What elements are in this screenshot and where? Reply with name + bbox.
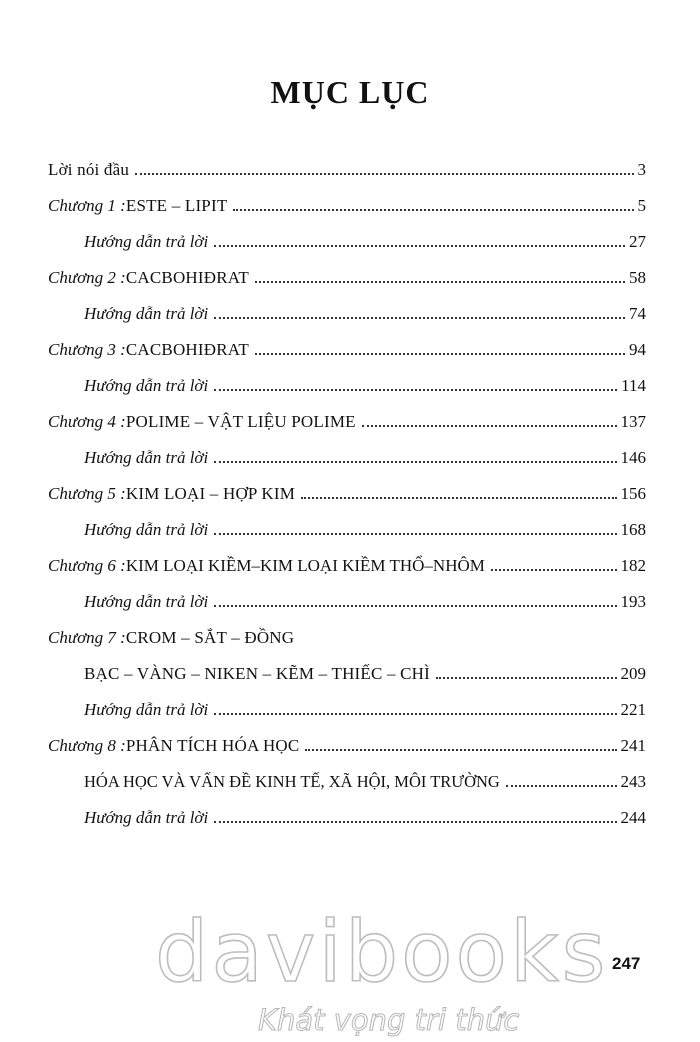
toc-entry[interactable] [48, 556, 646, 580]
toc-entry-title: POLIME – VẬT LIỆU POLIME [125, 412, 356, 431]
toc-entry-page: 3 [637, 160, 646, 179]
toc-entry-chapter: Chương 8 : [48, 736, 126, 755]
dot-leader [214, 821, 616, 823]
toc-entry-page: 114 [621, 376, 646, 395]
toc-entry-answers: Hướng dẫn trả lời [84, 304, 209, 323]
toc-entry-page: 137 [620, 412, 646, 431]
dot-leader [214, 317, 625, 319]
dot-leader [305, 749, 616, 751]
page-number: 247 [612, 954, 641, 973]
toc-entry-title: KIM LOẠI – HỢP KIM [125, 484, 296, 503]
toc-entry[interactable] [84, 808, 646, 832]
toc-entry-page: 244 [620, 808, 646, 827]
toc-entry[interactable] [48, 196, 646, 220]
toc-entry-page: 58 [629, 268, 646, 287]
toc-entry[interactable] [48, 484, 646, 508]
toc-entry-page: 221 [620, 700, 646, 719]
toc-entry-page: 5 [637, 196, 646, 215]
toc-entry[interactable] [84, 520, 646, 544]
toc-entry-answers: Hướng dẫn trả lời [84, 448, 209, 467]
toc-entry-page: 27 [629, 232, 646, 251]
toc-entry-answers: Hướng dẫn trả lời [84, 592, 209, 611]
toc-entry-page: 209 [620, 664, 646, 683]
toc-entry[interactable] [48, 268, 646, 292]
dot-leader [255, 353, 625, 355]
toc-entry-page: 94 [629, 340, 646, 359]
toc-entry[interactable] [84, 700, 646, 724]
toc-entry-title: CACBOHIĐRAT [125, 340, 249, 359]
dot-leader [214, 389, 617, 391]
toc-entry-page: 243 [620, 772, 646, 791]
toc-entry-chapter: Chương 7 : [48, 628, 126, 647]
toc-entry-answers: Hướng dẫn trả lời [84, 808, 209, 827]
toc-entry-answers: Hướng dẫn trả lời [84, 700, 209, 719]
dot-leader [436, 677, 616, 679]
toc-entry-chapter: Chương 2 : [48, 268, 126, 287]
toc-entry[interactable] [84, 304, 646, 328]
dot-leader [214, 713, 616, 715]
dot-leader [214, 533, 616, 535]
toc-entry-chapter: Chương 3 : [48, 340, 126, 359]
toc-entry-title: BẠC – VÀNG – NIKEN – KẼM – THIẾC – CHÌ [84, 664, 431, 683]
toc-entry[interactable] [84, 376, 646, 400]
dot-leader [233, 209, 633, 211]
toc-entry-title: HÓA HỌC VÀ VẤN ĐỀ KINH TẾ, XÃ HỘI, MÔI TRƯỜNG [84, 772, 500, 791]
toc-entry[interactable] [84, 448, 646, 472]
toc-entry-title: CACBOHIĐRAT [125, 268, 249, 287]
dot-leader [491, 569, 617, 571]
dot-leader [214, 605, 616, 607]
watermark-tagline: Khát vọng tri thức [258, 1003, 520, 1037]
toc-entry[interactable] [84, 664, 646, 688]
toc-entry-title: KIM LOẠI KIỀM–KIM LOẠI KIỀM THỔ–NHÔM [125, 556, 485, 575]
toc-entry-page: 146 [620, 448, 646, 467]
toc-entry-page: 168 [620, 520, 646, 539]
dot-leader [506, 785, 617, 787]
toc-entry-answers: Hướng dẫn trả lời [84, 376, 209, 395]
toc-entry[interactable] [84, 232, 646, 256]
dot-leader [214, 461, 616, 463]
toc-entry-chapter: Chương 6 : [48, 556, 126, 575]
toc-entry-page: 193 [620, 592, 646, 611]
watermark-brand: davibooks [155, 903, 609, 1001]
toc-entry-title: ESTE – LIPIT [125, 196, 228, 215]
toc-entry[interactable] [84, 772, 646, 796]
toc-entry-title: CROM – SẮT – ĐỒNG [125, 628, 295, 647]
toc-entry-title: PHÂN TÍCH HÓA HỌC [125, 736, 300, 755]
toc-entry[interactable] [48, 628, 646, 652]
dot-leader [214, 245, 625, 247]
toc-entry[interactable] [48, 340, 646, 364]
toc-entry-page: 74 [629, 304, 646, 323]
toc-entry-title: Lời nói đầu [48, 160, 130, 179]
dot-leader [362, 425, 617, 427]
toc-entry-page: 241 [620, 736, 646, 755]
toc-entry-page: 182 [620, 556, 646, 575]
toc-entry-chapter: Chương 1 : [48, 196, 126, 215]
dot-leader [255, 281, 625, 283]
toc-entry-answers: Hướng dẫn trả lời [84, 232, 209, 251]
dot-leader [135, 173, 633, 175]
toc-entry-chapter: Chương 4 : [48, 412, 126, 431]
toc-entry[interactable] [48, 160, 646, 184]
toc-entry[interactable] [84, 592, 646, 616]
toc-entry[interactable] [48, 736, 646, 760]
toc-entry-answers: Hướng dẫn trả lời [84, 520, 209, 539]
toc-entry-page: 156 [620, 484, 646, 503]
toc-entry[interactable] [48, 412, 646, 436]
toc-entry-chapter: Chương 5 : [48, 484, 126, 503]
page-title: MỤC LỤC [270, 74, 430, 110]
dot-leader [301, 497, 616, 499]
